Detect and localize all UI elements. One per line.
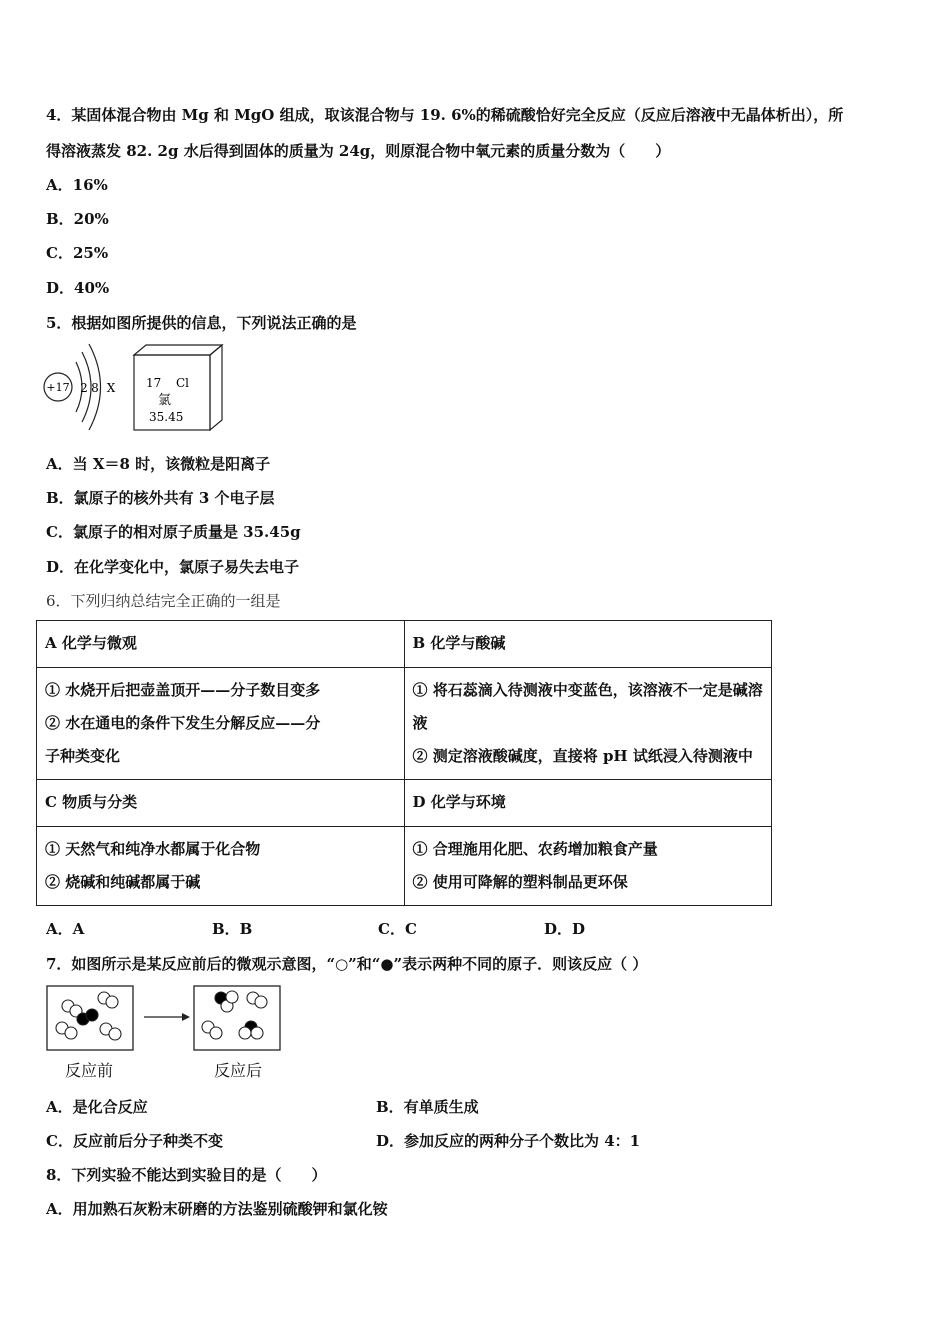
q6-summary-table	[36, 620, 772, 906]
before-label: 反应前	[65, 1061, 114, 1080]
chlorine-atom-structure-diagram	[40, 340, 140, 430]
shell-1-count: 2	[80, 381, 88, 395]
cell-b-line2: 液	[412, 714, 428, 732]
cell-b-line3: ② 测定溶液酸碱度，直接将 pH 试纸浸入待测液中	[412, 747, 753, 765]
q5-option-a[interactable]: A．当 X＝8 时，该微粒是阳离子	[46, 455, 271, 473]
cell-a-line1: ① 水烧开后把壶盖顶开——分子数目变多	[45, 681, 321, 699]
reaction-arrow-icon	[182, 1013, 190, 1021]
q8-option-a[interactable]: A．用加熟石灰粉末研磨的方法鉴别硫酸钾和氯化铵	[46, 1200, 388, 1218]
q6-stem: 6．下列归纳总结完全正确的一组是	[46, 592, 281, 610]
cell-a-line2: ② 水在通电的条件下发生分解反应——分	[45, 714, 321, 732]
q4-option-a[interactable]: A．16%	[46, 176, 108, 194]
cell-b-body	[404, 668, 772, 780]
cell-c-line2: ② 烧碱和纯碱都属于碱	[45, 873, 201, 891]
atomic-mass: 35.45	[149, 410, 184, 424]
q7-option-d[interactable]: D．参加反应的两种分子个数比为 4：1	[376, 1132, 641, 1150]
cell-a-head: A 化学与微观	[37, 621, 405, 668]
cell-a-line3: 子种类变化	[45, 747, 121, 765]
q5-option-c[interactable]: C．氯原子的相对原子质量是 35.45g	[46, 523, 301, 541]
q7-option-a[interactable]: A．是化合反应	[46, 1098, 148, 1116]
q4-option-c[interactable]: C．25%	[46, 244, 109, 262]
shell-3-count: X	[106, 381, 116, 395]
after-label: 反应后	[214, 1061, 263, 1080]
element-name: 氯	[158, 393, 172, 408]
element-symbol: Cl	[176, 376, 190, 390]
periodic-table-cell-chlorine	[132, 343, 228, 433]
cell-d-body	[404, 827, 772, 906]
cell-c-head: C 物质与分类	[37, 780, 405, 827]
cell-d-head: D 化学与环境	[404, 780, 772, 827]
q6-option-d[interactable]: D．D	[544, 920, 586, 938]
cell-c-body	[37, 827, 405, 906]
cell-b-head: B 化学与酸碱	[404, 621, 772, 668]
shell-2-count: 8	[91, 381, 99, 395]
q5-option-d[interactable]: D．在化学变化中，氯原子易失去电子	[46, 558, 300, 576]
q8-stem: 8．下列实验不能达到实验目的是（ ）	[46, 1166, 327, 1184]
q6-option-c[interactable]: C．C	[378, 920, 417, 938]
q4-stem-line1: 4．某固体混合物由 Mg 和 MgO 组成，取该混合物与 19. 6%的稀硫酸恰好完全反应（反应后溶液中无晶体析出），所	[46, 106, 844, 124]
q4-stem-line2: 得溶液蒸发 82. 2g 水后得到固体的质量为 24g，则原混合物中氧元素的质量分数为（ ）	[46, 142, 671, 160]
cell-d-line2: ② 使用可降解的塑料制品更环保	[412, 873, 628, 891]
q7-option-c[interactable]: C．反应前后分子种类不变	[46, 1132, 223, 1150]
q6-option-b[interactable]: B．B	[212, 920, 253, 938]
atomic-number: 17	[146, 376, 162, 390]
q5-stem: 5．根据如图所提供的信息，下列说法正确的是	[46, 314, 357, 332]
q4-option-d[interactable]: D．40%	[46, 279, 110, 297]
q4-option-b[interactable]: B．20%	[46, 210, 109, 228]
nucleus-charge: +17	[46, 381, 70, 394]
q5-option-b[interactable]: B．氯原子的核外共有 3 个电子层	[46, 489, 275, 507]
cell-c-line1: ① 天然气和纯净水都属于化合物	[45, 840, 261, 858]
reaction-microscopic-diagram	[46, 985, 282, 1053]
cell-a-body	[37, 668, 405, 780]
q7-option-b[interactable]: B．有单质生成	[376, 1098, 479, 1116]
q6-option-a[interactable]: A．A	[46, 920, 85, 938]
q7-stem: 7．如图所示是某反应前后的微观示意图，“○”和“●”表示两种不同的原子．则该反应（ ）	[46, 955, 648, 973]
cell-d-line1: ① 合理施用化肥、农药增加粮食产量	[412, 840, 658, 858]
cell-b-line1: ① 将石蕊滴入待测液中变蓝色，该溶液不一定是碱溶	[412, 681, 763, 699]
